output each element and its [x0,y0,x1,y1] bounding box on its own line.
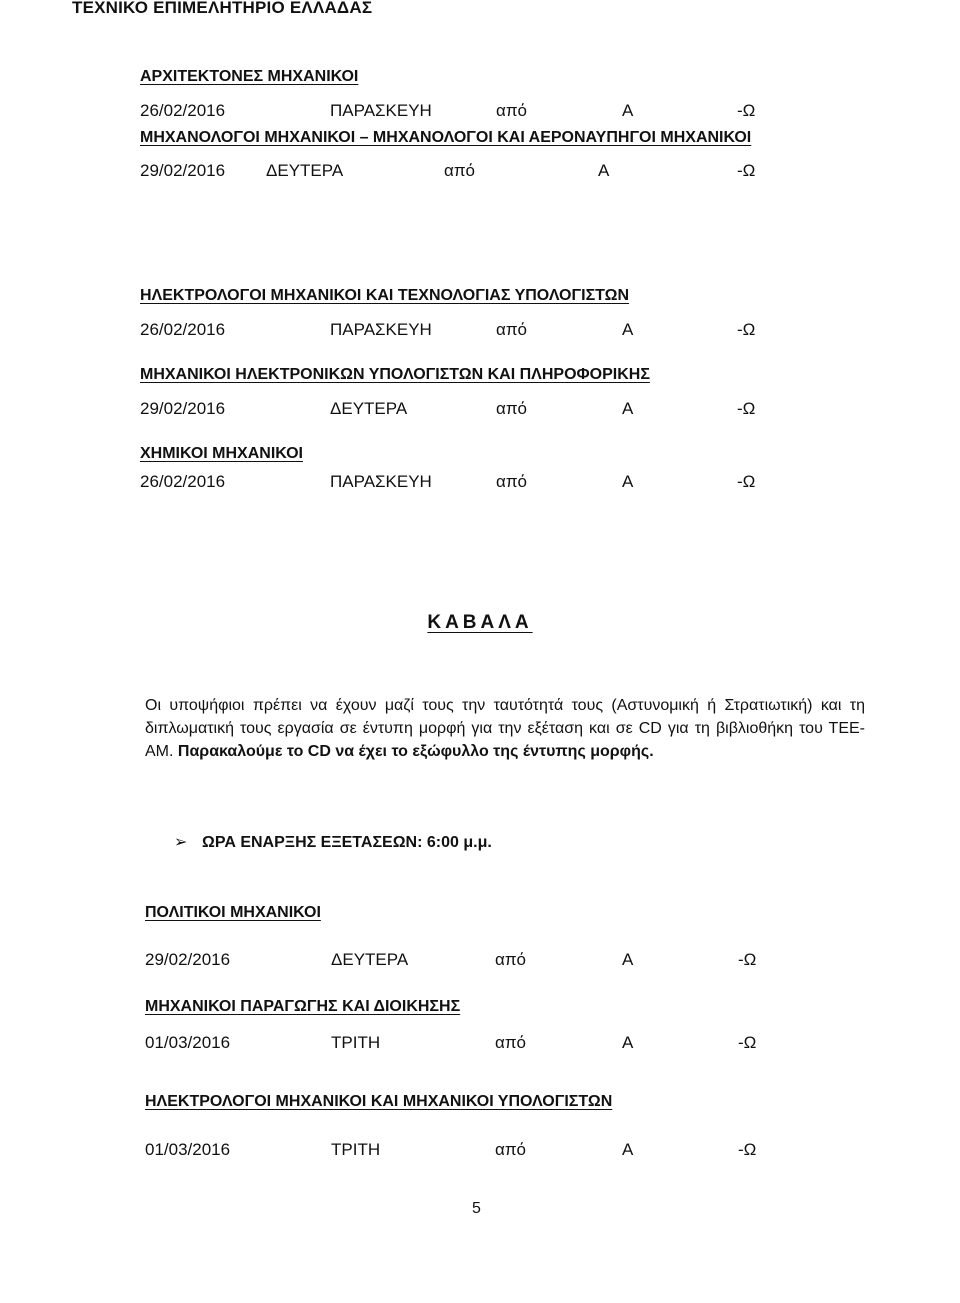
from-word: από [444,161,476,180]
from-word: από [495,1033,527,1052]
from-letter: Α [622,1033,634,1052]
exam-date: 29/02/2016 [145,950,231,969]
specialty-heading: ΜΗΧΑΝΙΚΟΙ ΗΛΕΚΤΡΟΝΙΚΩΝ ΥΠΟΛΟΓΙΣΤΩΝ ΚΑΙ ΠΛΗΡΟΦΟΡΙΚΗΣ [140,366,650,383]
specialty-heading: ΑΡΧΙΤΕΚΤΟΝΕΣ ΜΗΧΑΝΙΚΟΙ [140,68,359,85]
exam-date: 29/02/2016 [140,161,226,180]
from-letter: Α [598,161,610,180]
specialty-heading: ΠΟΛΙΤΙΚΟΙ ΜΗΧΑΝΙΚΟΙ [145,904,321,921]
exam-day: ΤΡΙΤΗ [331,1140,381,1159]
exam-day: ΤΡΙΤΗ [331,1033,381,1052]
notice-paragraph [145,694,865,763]
specialty-heading: ΜΗΧΑΝΟΛΟΓΟΙ ΜΗΧΑΝΙΚΟΙ – ΜΗΧΑΝΟΛΟΓΟΙ ΚΑΙ ΑΕΡΟΝΑΥΠΗΓΟΙ ΜΗΧΑΝΙΚΟΙ [140,129,752,146]
arrow-bullet-icon: ➢ [174,834,188,851]
from-word: από [496,320,528,339]
to-letter: -Ω [738,950,757,969]
page-number: 5 [472,1200,481,1217]
exam-day: ΠΑΡΑΣΚΕΥΗ [330,472,432,491]
exam-day: ΔΕΥΤΕΡΑ [330,399,408,418]
specialty-heading: ΗΛΕΚΤΡΟΛΟΓΟΙ ΜΗΧΑΝΙΚΟΙ ΚΑΙ ΜΗΧΑΝΙΚΟΙ ΥΠΟΛΟΓΙΣΤΩΝ [145,1093,613,1110]
to-letter: -Ω [738,1140,757,1159]
exam-date: 26/02/2016 [140,320,226,339]
from-letter: Α [622,101,634,120]
city-heading: ΚΑΒΑΛΑ [427,612,533,633]
to-letter: -Ω [737,320,756,339]
specialty-heading: ΜΗΧΑΝΙΚΟΙ ΠΑΡΑΓΩΓΗΣ ΚΑΙ ΔΙΟΙΚΗΣΗΣ [145,998,461,1015]
from-letter: Α [622,399,634,418]
exam-date: 01/03/2016 [145,1140,231,1159]
specialty-heading: ΧΗΜΙΚΟΙ ΜΗΧΑΝΙΚΟΙ [140,445,303,462]
exam-date: 29/02/2016 [140,399,226,418]
to-letter: -Ω [737,101,756,120]
exam-date: 01/03/2016 [145,1033,231,1052]
from-word: από [495,950,527,969]
page-header-title: ΤΕΧΝΙΚΟ ΕΠΙΜΕΛΗΤΗΡΙΟ ΕΛΛΑΔΑΣ [72,0,373,17]
from-letter: Α [622,472,634,491]
exam-day: ΠΑΡΑΣΚΕΥΗ [330,101,432,120]
to-letter: -Ω [737,472,756,491]
exam-date: 26/02/2016 [140,101,226,120]
from-word: από [496,399,528,418]
to-letter: -Ω [738,1033,757,1052]
from-letter: Α [622,320,634,339]
to-letter: -Ω [737,161,756,180]
exam-day: ΔΕΥΤΕΡΑ [266,161,344,180]
from-letter: Α [622,950,634,969]
from-word: από [496,101,528,120]
exam-day: ΔΕΥΤΕΡΑ [331,950,409,969]
specialty-heading: ΗΛΕΚΤΡΟΛΟΓΟΙ ΜΗΧΑΝΙΚΟΙ ΚΑΙ ΤΕΧΝΟΛΟΓΙΑΣ ΥΠΟΛΟΓΙΣΤΩΝ [140,287,630,304]
from-letter: Α [622,1140,634,1159]
from-word: από [495,1140,527,1159]
exam-day: ΠΑΡΑΣΚΕΥΗ [330,320,432,339]
exam-date: 26/02/2016 [140,472,226,491]
notice-bold-text: Παρακαλούμε το CD να έχει το εξώφυλλο της έντυπης μορφής. [177,743,654,760]
notice-text: Οι υποψήφιοι πρέπει να έχουν μαζί τους την ταυτότητά τους (Αστυνομική ή Στρατιωτική) και τη διπλωματική τους εργασία σε έντυπη μορφή για την εξέταση και σε CD για τη βιβλιοθήκη του ΤΕΕ-ΑΜ. [145,697,865,760]
to-letter: -Ω [737,399,756,418]
start-time-text: ΩΡΑ ΕΝΑΡΞΗΣ ΕΞΕΤΑΣΕΩΝ: 6:00 μ.μ. [202,834,492,851]
start-time-line [174,832,492,852]
from-word: από [496,472,528,491]
